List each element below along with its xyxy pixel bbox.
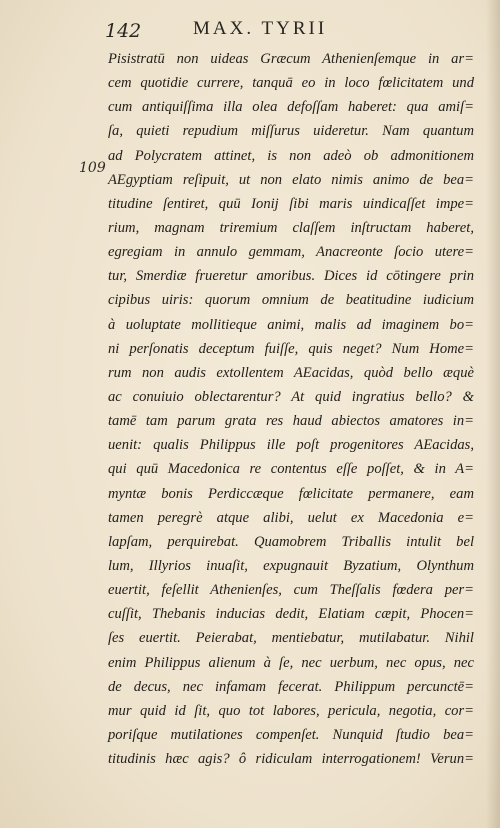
text-line: cipibus uiris: quorum omnium de beatitudine iudicium	[108, 292, 474, 309]
text-line: cum antiquiſſima illa olea defoſſam haberet: qua amiſ=	[108, 99, 474, 116]
text-line: cuſſit, Thebanis inducias dedit, Elatiam cæpit, Phocen=	[108, 606, 474, 623]
text-line: AEgyptiam reſipuit, ut non elato nimis animo de bea=	[108, 171, 474, 188]
text-line: Pisistratū non uideas Græcum Athenienſemque in ar=	[108, 51, 474, 67]
text-line: à uoluptate mollitieque animi, malis ad imaginem bo=	[108, 316, 474, 333]
page-number: 142	[105, 20, 142, 42]
text-line: titudinis hæc agis? ô ridiculam interrogationem! Verun=	[108, 751, 474, 768]
text-line: qui quū Macedonica re contentus eſſe poſſet, & in A=	[108, 461, 474, 478]
body-text	[108, 47, 474, 771]
page-gutter-shadow	[486, 0, 500, 828]
text-line: euertit, feſellit Athenienſes, cum Theſſalis fœdera per=	[108, 582, 474, 599]
text-line: egregiam in annulo gemmam, Anacreonte ſocio utere=	[108, 244, 474, 261]
text-line: cem quotidie currere, tanquā eo in loco fœlicitatem und	[108, 75, 474, 92]
margin-note: 109	[79, 160, 106, 176]
text-line: mur quid id ſit, quo tot labores, pericula, negotia, cor=	[108, 702, 474, 719]
text-line: rium, magnam triremium claſſem inſtructam haberet,	[108, 219, 474, 236]
text-line: enim Philippus alienum à ſe, nec uerbum, nec opus, nec	[108, 654, 474, 671]
text-line: de decus, nec infamam fecerat. Philippum percunctē=	[108, 678, 474, 695]
text-line: titudine ſentiret, quū Ionij ſibi maris uindicaſſet impe=	[108, 195, 474, 212]
running-head	[105, 18, 465, 48]
running-title: MAX. TYRII	[193, 18, 328, 39]
text-line: ac conuiuio oblectarentur? At quid ingratius bello? &	[108, 388, 474, 405]
text-line: lapſam, perquirebat. Quamobrem Triballis intulit bel	[108, 533, 474, 550]
text-line: uenit: qualis Philippus ille poſt progenitores AEacidas,	[108, 437, 474, 454]
text-line: ſes euertit. Peierabat, mentiebatur, mutilabatur. Nihil	[108, 630, 474, 647]
text-line: myntæ bonis Perdiccæque fœlicitate permanere, eam	[108, 485, 474, 502]
text-line: tur, Smerdiæ frueretur amoribus. Dices id cōtingere prin	[108, 268, 474, 285]
text-line: lum, Illyrios inuaſit, expugnauit Byzatium, Olynthum	[108, 557, 474, 574]
text-line: ni perſonatis deceptum fuiſſe, quis neget? Num Home=	[108, 340, 474, 357]
text-line: tamē tam parum grata res haud abiectos amatores in=	[108, 413, 474, 430]
text-line: tamen peregrè atque alibi, uelut ex Macedonia e=	[108, 509, 474, 526]
text-line: poriſque mutilationes compenſet. Nunquid ſtudio bea=	[108, 726, 474, 743]
text-line: ſa, quieti repudium miſſurus uideretur. Nam quantum	[108, 123, 474, 140]
text-line: ad Polycratem attinet, is non adeò ob admonitionem	[108, 147, 474, 164]
text-line: rum non audis extollentem AEacidas, quòd bello æquè	[108, 364, 474, 381]
